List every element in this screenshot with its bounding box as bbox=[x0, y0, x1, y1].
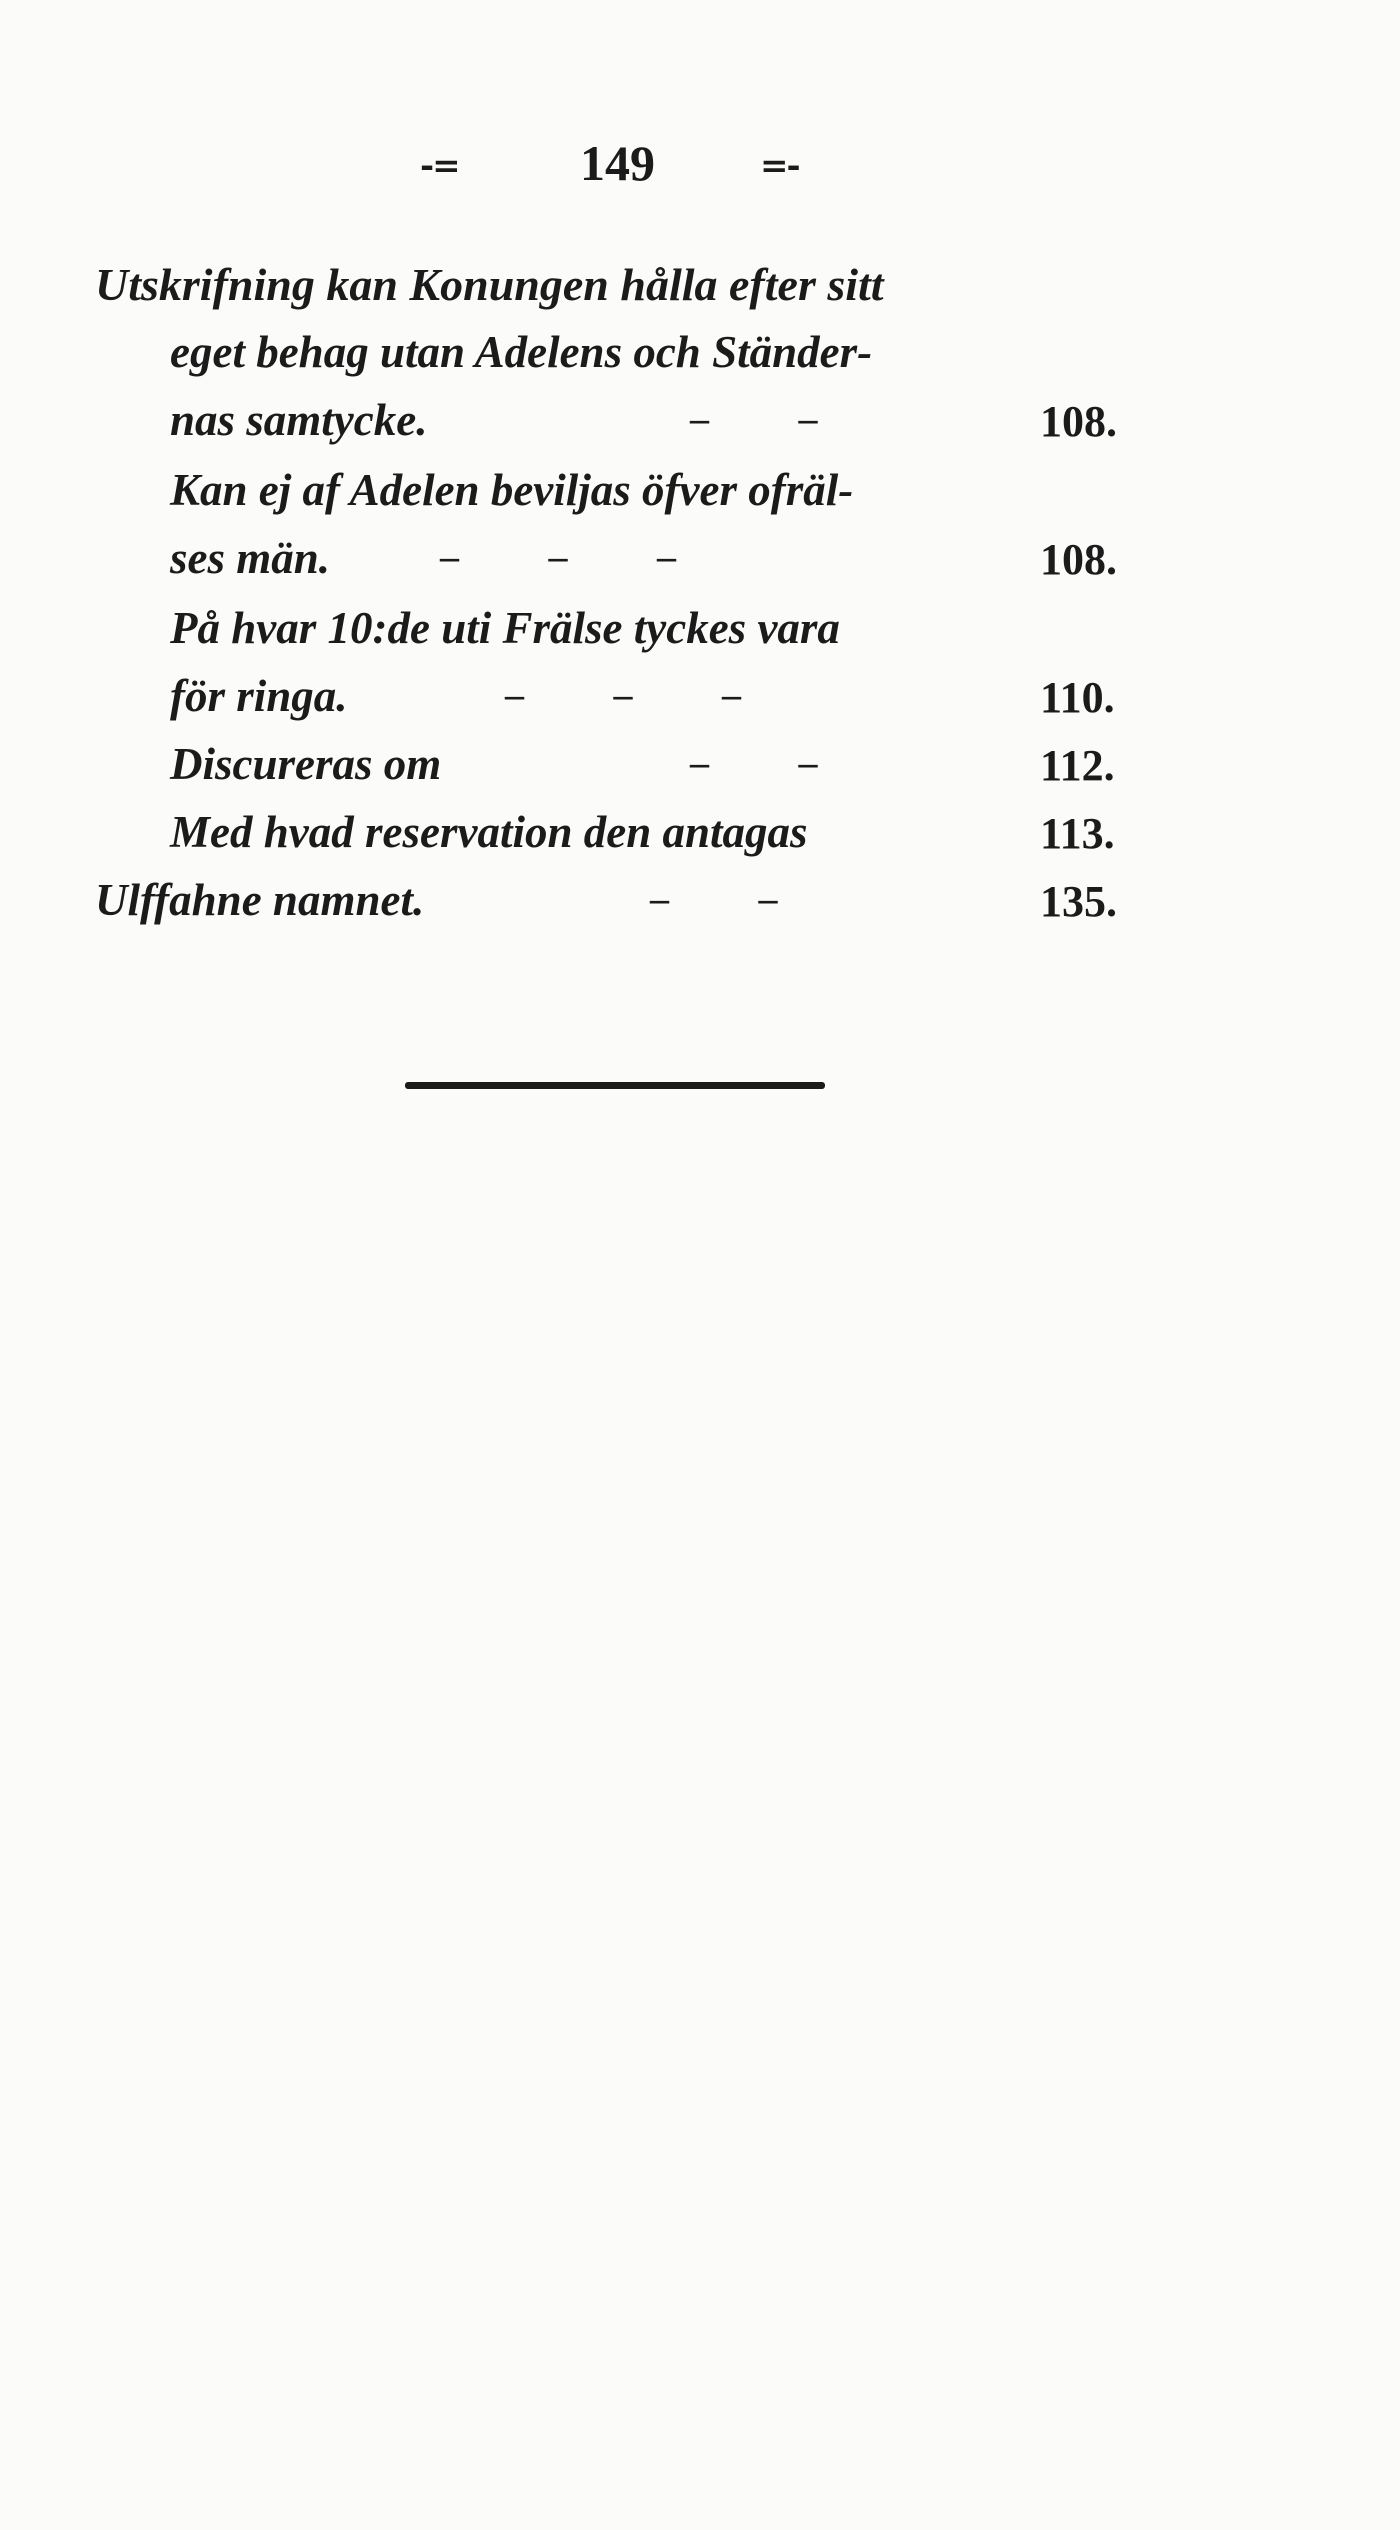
leader-dashes: – – bbox=[650, 878, 778, 920]
entry-line: eget behag utan Adelens och Ständer- bbox=[170, 327, 873, 377]
leader-dashes: – – – bbox=[505, 674, 741, 716]
page-number: 149 bbox=[580, 135, 655, 191]
entry-line: På hvar 10:de uti Frälse tyckes vara bbox=[170, 603, 840, 653]
leader-dashes: – – bbox=[690, 742, 818, 784]
section-divider-rule bbox=[405, 1082, 825, 1089]
page-reference: 113. bbox=[1040, 809, 1115, 858]
leader-dashes: – – bbox=[690, 398, 818, 440]
entry-line: för ringa. bbox=[170, 671, 348, 721]
entry-line: ses män. bbox=[170, 533, 331, 583]
entry-line: nas samtycke. bbox=[170, 395, 428, 445]
entry-line: Ulffahne namnet. bbox=[95, 875, 425, 925]
entry-line: Med hvad reservation den antagas bbox=[170, 807, 808, 857]
page-reference: 108. bbox=[1040, 397, 1117, 446]
leader-dashes: – – – bbox=[440, 536, 676, 578]
page-reference: 135. bbox=[1040, 877, 1117, 926]
page-header bbox=[0, 118, 1400, 198]
entry-line: Discureras om bbox=[170, 739, 442, 789]
header-ornament-left: -= bbox=[420, 146, 459, 186]
entry-line: Kan ej af Adelen beviljas öfver ofräl- bbox=[170, 465, 854, 515]
header-ornament-right: =- bbox=[760, 146, 799, 186]
entry-line: Utskrifning kan Konungen hålla efter sitt bbox=[95, 259, 884, 310]
page-reference: 108. bbox=[1040, 535, 1117, 584]
page-reference: 112. bbox=[1040, 741, 1115, 790]
page-reference: 110. bbox=[1040, 673, 1115, 722]
